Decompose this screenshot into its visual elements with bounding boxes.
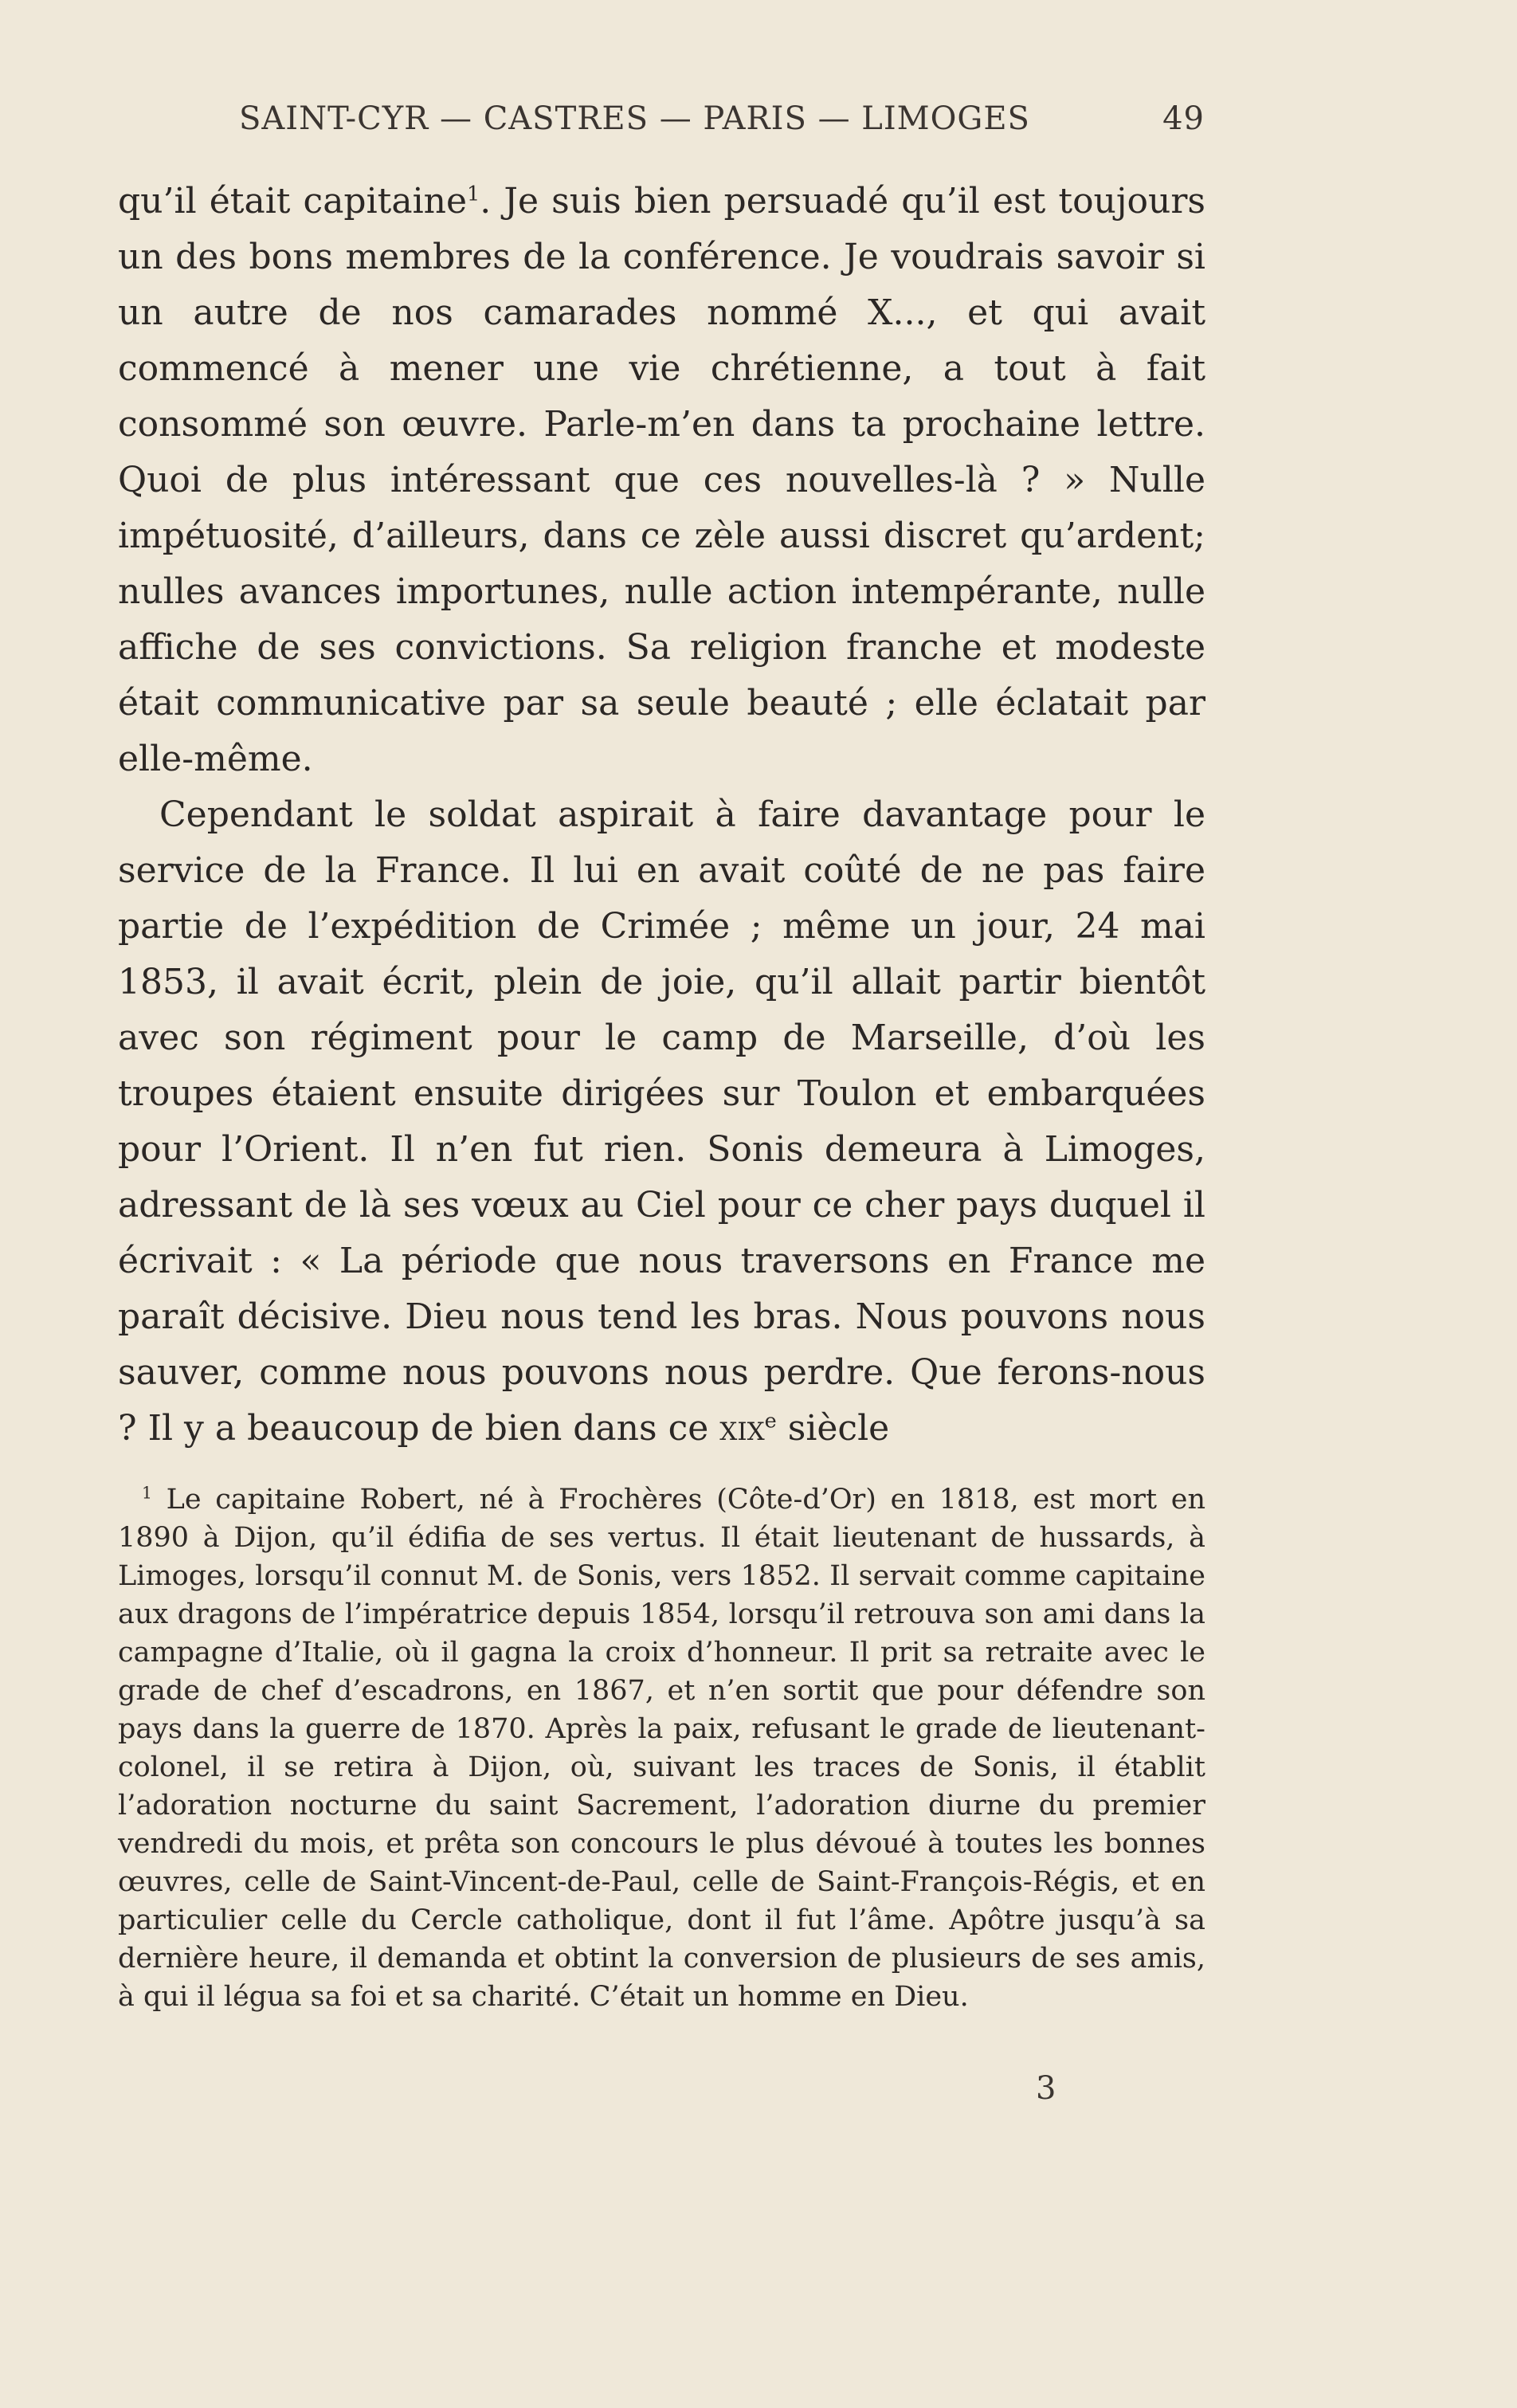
paragraph-2-text: Cependant le soldat aspirait à faire davantage pour le service de la France. Il lui en avait coûté de ne pas faire partie de l’expédition de Crimée ; même un jour, 24 mai 1853, il avait écrit, plein de joie, qu’il allait partir bientôt avec son régiment pour le camp de Marseille, d’où les troupes étaient ensuite dirigées sur Toulon et embarquées pour l’Orient. Il n’en fut rien. Sonis demeura à Limoges, adressant de là ses vœux au Ciel pour ce cher pays duquel il écrivait : « La période que nous traversons en France me paraît décisive. Dieu nous tend les bras. Nous pouvons nous sauver, comme nous pouvons nous perdre. Que ferons-nous ? Il y a beaucoup de bien dans ce <box>118 794 1205 1449</box>
page-number: 49 <box>1162 100 1205 137</box>
main-text <box>118 174 1205 1457</box>
footnote-reference: 1 <box>467 182 480 206</box>
footnote-marker: 1 <box>142 1483 152 1503</box>
century-superscript: e <box>764 1409 777 1433</box>
century-numeral: xix <box>719 1408 765 1449</box>
paragraph-1 <box>118 174 1205 787</box>
footnote-text: Le capitaine Robert, né à Frochères (Côte-d’Or) en 1818, est mort en 1890 à Dijon, qu’il édifia de ses vertus. Il était lieutenant de hussards, à Limoges, lorsqu’il connut M. de Sonis, vers 1852. Il servait comme capitaine aux dragons de l’impératrice depuis 1854, lorsqu’il retrouva son ami dans la campagne d’Italie, où il gagna la croix d’honneur. Il prit sa retraite avec le grade de chef d’escadrons, en 1867, et n’en sortit que pour défendre son pays dans la guerre de 1870. Après la paix, refusant le grade de lieutenant-colonel, il se retira à Dijon, où, suivant les traces de Sonis, il établit l’adoration nocturne du saint Sacrement, l’adoration diurne du premier vendredi du mois, et prêta son concours le plus dévoué à toutes les bonnes œuvres, celle de Saint-Vincent-de-Paul, celle de Saint-François-Régis, et en particulier celle du Cercle catholique, dont il fut l’âme. Apôtre jusqu’à sa dernière heure, il demanda et obtint la conversion de plusieurs de ses amis, à qui il légua sa foi et sa charité. C’était un homme en Dieu. <box>118 1484 1205 2013</box>
footnotes <box>118 1480 1205 2016</box>
running-head-title: SAINT-CYR — CASTRES — PARIS — LIMOGES <box>239 100 1030 137</box>
paragraph-1-rest: . Je suis bien persuadé qu’il est toujours un des bons membres de la conférence. Je voudrais savoir si un autre de nos camarades nommé X..., et qui avait commencé à mener une vie chrétienne, a tout à fait consommé son œuvre. Parle-m’en dans ta prochaine lettre. Quoi de plus intéressant que ces nouvelles-là ? » Nulle impétuosité, d’ailleurs, dans ce zèle aussi discret qu’ardent; nulles avances importunes, nulle action intempérante, nulle affiche de ses convictions. Sa religion franche et modeste était communicative par sa seule beauté ; elle éclatait par elle-même. <box>118 181 1205 779</box>
paragraph-2-end: siècle <box>776 1408 890 1449</box>
footnote-1 <box>118 1480 1205 2016</box>
paragraph-1-start: qu’il était capitaine <box>118 181 468 222</box>
signature-mark: 3 <box>1036 2070 1056 2107</box>
paragraph-2 <box>118 787 1205 1457</box>
